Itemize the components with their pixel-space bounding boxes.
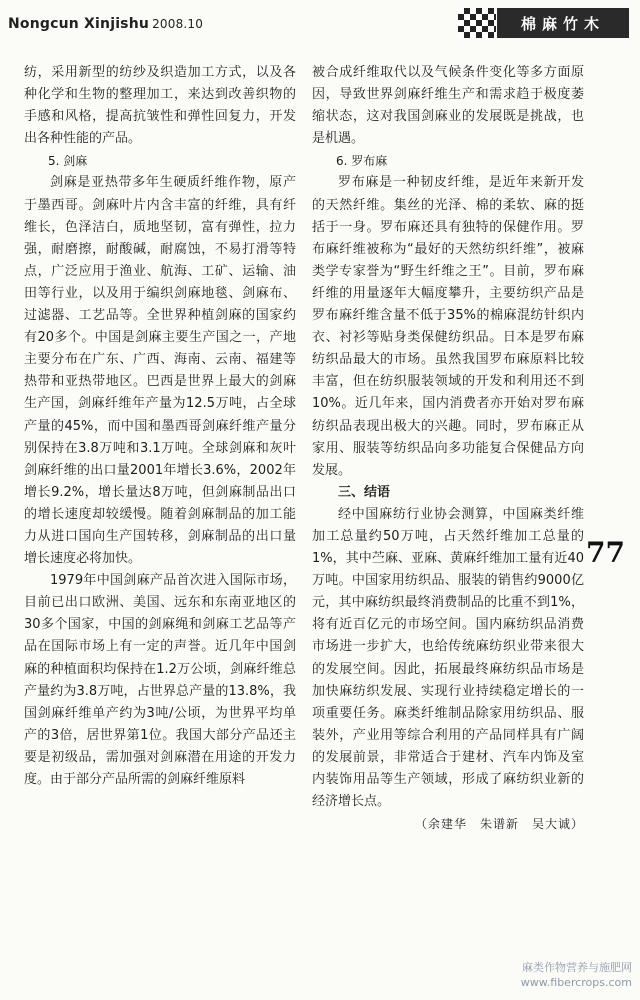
journal-running-head <box>8 16 203 32</box>
page-header <box>0 0 640 50</box>
paragraph: 罗布麻是一种韧皮纤维，是近年来新开发的天然纤维。集丝的光泽、棉的柔软、麻的挺括于一身。罗布麻还具有独特的保健作用。罗布麻纤维被称为“最好的天然纺织纤维”，被麻类学专家誉为“野生纤维之王”。目前，罗布麻纤维的用量逐年大幅度攀升，主要纺织产品是罗布麻纤维含量不低于35%的棉麻混纺针织内衣、衬衫等贴身类保健纺织品。日本是罗布麻纺织品最大的市场。虽然我国罗布麻原料比较丰富，但在纺织服装领域的开发和利用还不到10%。近几年来，国内消费者亦开始对罗布麻纺织品表现出极大的兴趣。同时，罗布麻正从家用、服装等纺织品向多功能复合保健品方向发展。 <box>312 175 584 478</box>
paragraph-continued: 被合成纤维取代以及气候条件变化等多方面原因，导致世界剑麻纤维生产和需求趋于极度萎缩状态，这对我国剑麻业的发展既是挑战，也是机遇。 <box>312 65 584 147</box>
paragraph: 1979年中国剑麻产品首次进入国际市场，目前已出口欧洲、美国、远东和东南亚地区的30多个国家，中国的剑麻绳和剑麻工艺品等产品在国际市场上有一定的声誉。近几年中国剑麻的种植面积均保持在1.2万公顷，剑麻纤维总产量约为3.8万吨，占世界总产量的13.8%，我国剑麻纤维单产约为3吨/公顷，为世界平均单产的3倍，居世界第1位。我国大部分产品还主要是初级品，需加强对剑麻潜在用途的开发力度。由于部分产品所需的剑麻纤维原料 <box>24 573 296 787</box>
paragraph-continued: 纺，采用新型的纺纱及织造加工方式，以及各种化学和生物的整理加工，来达到改善织物的手感和风格，提高抗皱性和弹性回复力，开发出各种性能的产品。 <box>24 65 296 147</box>
journal-name: Nongcun Xinjishu <box>8 16 150 32</box>
watermark <box>521 960 632 990</box>
checker-pattern-ornament <box>458 8 496 38</box>
page-number: 77 <box>586 536 625 569</box>
text-column-right <box>312 62 584 835</box>
text-column-left <box>24 62 296 791</box>
watermark-site-name: 麻类作物营养与施肥网 <box>522 961 632 974</box>
paragraph: 剑麻是亚热带多年生硬质纤维作物，原产于墨西哥。剑麻叶片内含丰富的纤维，具有纤维长，色泽洁白，质地坚韧，富有弹性，拉力强，耐磨擦，耐酸碱，耐腐蚀，不易打滑等特点，广泛应用于渔业、航海、工矿、运输、油田等行业，以及用于编织剑麻地毯、剑麻布、过滤器、工艺品等。全世界种植剑麻的国家约有20多个。中国是剑麻主要生产国之一，产地主要分布在广东、广西、海南、云南、福建等热带和亚热带地区。巴西是世界上最大的剑麻生产国，剑麻纤维年产量为12.5万吨，占全球产量的45%，而中国和墨西哥剑麻纤维产量分别保持在3.8万吨和3.1万吨。全球剑麻和灰叶剑麻纤维的出口量2001年增长3.6%，2002年增长9.2%，增长量达8万吨，但剑麻制品出口的增长速度却较缓慢。随着剑麻制品的加工能力从进口国向生产国转移，剑麻制品的出口量增长速度必将加快。 <box>24 175 296 567</box>
subsection-heading: 6. 罗布麻 <box>336 154 388 169</box>
section-label: 棉麻竹木 <box>497 8 629 38</box>
section-heading: 三、结语 <box>338 484 391 500</box>
subsection-heading: 5. 剑麻 <box>48 154 88 169</box>
paragraph: 经中国麻纺行业协会测算，中国麻类纤维加工总量约50万吨，占天然纤维加工总量的1%，其中苎麻、亚麻、黄麻纤维加工量有近40万吨。中国家用纺织品、服装的销售约9000亿元，其中麻纺织最终消费制品的比重不到1%，将有近百亿元的市场空间。国内麻纺织品消费市场进一步扩大，也给传统麻纺织业带来很大的发展空间。因此，拓展最终麻纺织品市场是加快麻纺织发展、实现行业持续稳定增长的一项重要任务。麻类纤维制品除家用纺织品、服装外，产业用等综合利用的产品同样具有广阔的发展前景，非常适合于建材、汽车内饰及室内装饰用品等生产领域，形成了麻纺织业新的经济增长点。 <box>312 506 584 810</box>
watermark-url: www.fibercrops.com <box>520 976 632 989</box>
author-signature: （余建华 朱谱新 吴大诚） <box>414 817 584 832</box>
issue-date: 2008.10 <box>152 17 204 31</box>
